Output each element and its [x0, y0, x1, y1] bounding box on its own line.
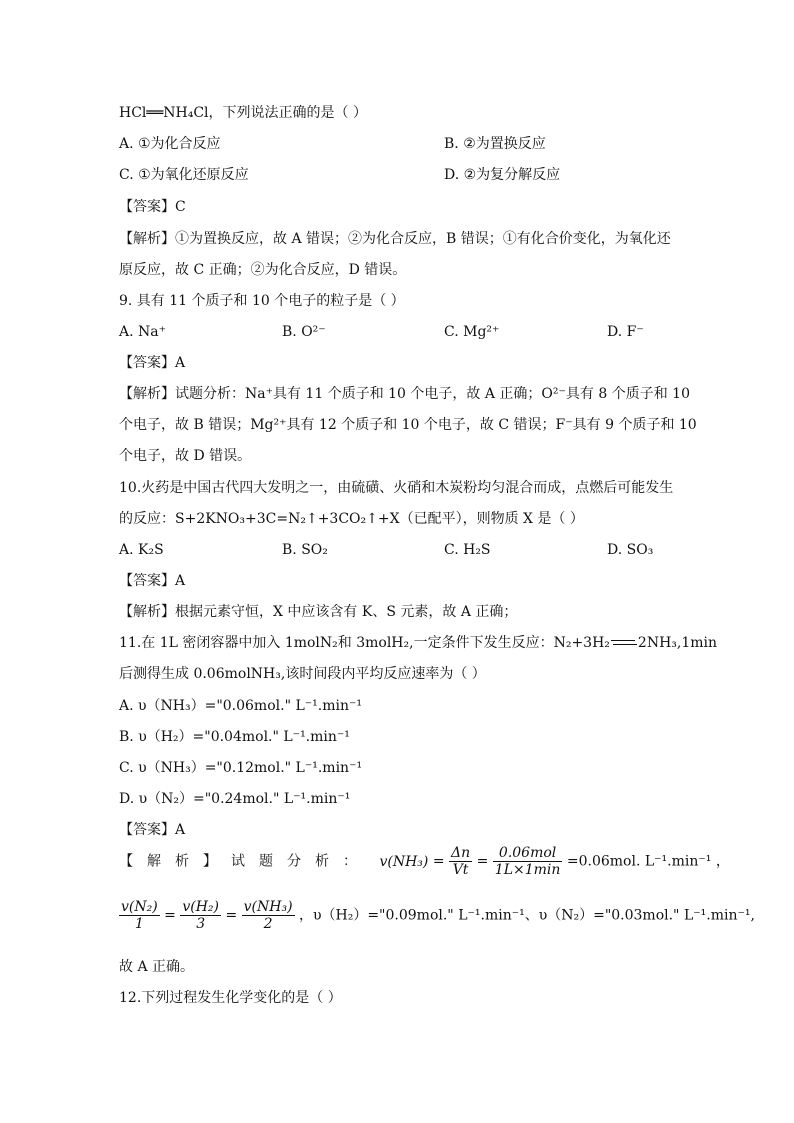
q9-analysis-line-3: 个电子，故 D 错误。: [119, 448, 252, 464]
q9-stem: 9. 具有 11 个质子和 10 个电子的粒子是（ ）: [119, 293, 405, 309]
fraction-numerator: Δn: [451, 845, 471, 861]
q8-answer: 【答案】C: [119, 199, 186, 215]
rate-result: =0.06mol. L⁻¹.min⁻¹ ，: [566, 853, 730, 870]
fraction-denominator: 1L×1min: [494, 862, 561, 878]
fraction-numerator: 0.06mol: [493, 846, 563, 862]
q9-answer: 【答案】A: [119, 355, 186, 371]
q11-answer: 【答案】A: [119, 822, 186, 838]
equals-sign: =: [432, 853, 445, 870]
q11-option-d: D. υ（N₂）="0.24mol." L⁻¹.min⁻¹: [119, 791, 351, 807]
q10-option-b: B. SO₂: [282, 542, 328, 558]
q10-stem-line-2: 的反应：S+2KNO₃+3C=N₂↑+3CO₂↑+X（已配平），则物质 X 是（ ）: [119, 511, 584, 527]
q9-option-b: B. O²⁻: [282, 324, 326, 340]
equals-sign: =: [225, 907, 238, 924]
fraction-numerator: v(NH₃): [243, 899, 293, 915]
q11-analysis-formula-1: [119, 846, 730, 877]
fraction-denominator: 2: [263, 916, 273, 932]
ratio-nh3: [242, 900, 295, 931]
fraction-mol-over-volume-time: [493, 846, 563, 877]
fraction-denominator: 1: [134, 916, 144, 932]
q8-analysis-line-2: 原反应，故 C 正确；②为化合反应，D 错误。: [119, 262, 407, 278]
fraction-numerator: v(H₂): [182, 899, 219, 915]
q11-stem-line-1: [119, 636, 717, 650]
rate-results: ，υ（H₂）="0.09mol." L⁻¹.min⁻¹、υ（N₂）="0.03mol." L⁻¹.min⁻¹,: [299, 907, 755, 924]
q10-option-d: D. SO₃: [607, 542, 654, 558]
q9-option-c: C. Mg²⁺: [444, 324, 500, 340]
q11-stem-line-1-part-a: 11.在 1L 密闭容器中加入 1molN₂和 3molH₂,一定条件下发生反应：N₂+3H₂: [119, 635, 610, 651]
q11-analysis-label: 【解析】试题分析：: [119, 853, 371, 870]
rate-nh3-symbol: v(NH₃): [379, 853, 429, 870]
equals-sign: =: [164, 907, 176, 924]
q11-option-b: B. υ（H₂）="0.04mol." L⁻¹.min⁻¹: [119, 729, 350, 745]
q9-option-d: D. F⁻: [607, 324, 644, 340]
q12-stem: 12.下列过程发生化学变化的是（ ）: [119, 990, 342, 1006]
fraction-numerator: v(N₂): [121, 899, 158, 915]
q8-option-a: A. ①为化合反应: [119, 136, 221, 152]
q10-answer: 【答案】A: [119, 573, 186, 589]
q8-option-d: D. ②为复分解反应: [444, 167, 561, 183]
equilibrium-arrow-icon: [611, 639, 637, 647]
q11-option-a: A. υ（NH₃）="0.06mol." L⁻¹.min⁻¹: [119, 698, 362, 714]
q8-stem-tail: HCl══NH₄Cl，下列说法正确的是（ ）: [119, 105, 367, 121]
q8-option-b: B. ②为置换反应: [444, 136, 546, 152]
q10-analysis: 【解析】根据元素守恒，X 中应该含有 K、S 元素，故 A 正确；: [119, 604, 518, 620]
fraction-denominator: 3: [196, 916, 206, 932]
q11-option-c: C. υ（NH₃）="0.12mol." L⁻¹.min⁻¹: [119, 760, 363, 776]
q9-analysis-line-2: 个电子，故 B 错误；Mg²⁺具有 12 个质子和 10 个电子，故 C 错误；F⁻具有 9 个质子和 10: [119, 417, 697, 433]
fraction-dn-over-vt: [449, 846, 472, 877]
q11-stem-line-1-part-b: 2NH₃,1min: [637, 635, 718, 651]
equals-sign: =: [476, 853, 489, 870]
q8-analysis-line-1: 【解析】①为置换反应，故 A 错误；②为化合反应，B 错误；①有化合价变化，为氧化还: [119, 231, 671, 247]
q11-stem-line-2: 后测得生成 0.06molNH₃,该时间段内平均反应速率为（ ）: [119, 666, 486, 682]
q8-option-c: C. ①为氧化还原反应: [119, 167, 249, 183]
q11-conclusion: 故 A 正确。: [119, 959, 195, 975]
ratio-h2: [180, 900, 221, 931]
fraction-denominator: Vt: [452, 862, 469, 878]
q10-stem-line-1: 10.火药是中国古代四大发明之一，由硫磺、火硝和木炭粉均匀混合而成，点燃后可能发生: [119, 480, 674, 496]
q10-option-a: A. K₂S: [119, 542, 164, 558]
ratio-n2: [119, 900, 160, 931]
q9-option-a: A. Na⁺: [119, 324, 166, 340]
q9-analysis-line-1: 【解析】试题分析：Na⁺具有 11 个质子和 10 个电子，故 A 正确；O²⁻具有 8 个质子和 10: [119, 386, 690, 402]
q11-analysis-formula-2: [119, 900, 755, 931]
q10-option-c: C. H₂S: [444, 542, 491, 558]
